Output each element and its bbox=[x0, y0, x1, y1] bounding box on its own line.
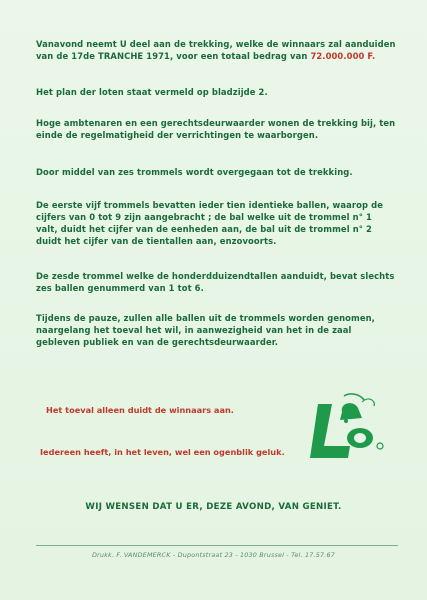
paragraph-intro bbox=[36, 38, 396, 62]
paragraph-sixth-drum: De zesde trommel welke de honderdduizendtallen aanduidt, bevat slechts zes ballen genummerd van 1 tot 6. bbox=[36, 271, 395, 293]
slogan-luck: Iedereen heeft, in het leven, wel een ogenblik geluk. bbox=[40, 447, 285, 457]
paragraph-first-five-drums: De eerste vijf trommels bevatten ieder tien identieke ballen, waarop de cijfers van 0 tot 9 zijn aangebracht ; de bal welke uit de trommel n° 1 valt, duidt het cijfer van de eenheden aan, de bal uit de trommel n° 2 duidt het cijfer van de tientallen aan, enzovoorts. bbox=[36, 200, 383, 246]
total-amount: 72.000.000 F. bbox=[310, 51, 376, 61]
closing-message: WIJ WENSEN DAT U ER, DEZE AVOND, VAN GENIET. bbox=[85, 502, 342, 512]
paragraph-pause: Tijdens de pauze, zullen alle ballen uit de trommels worden genomen, naargelang het toeval het wil, in aanwezigheid van het in de zaal gebleven publiek en van de gerechtsdeurwaarder. bbox=[36, 313, 375, 347]
slogan-chance: Het toeval alleen duidt de winnaars aan. bbox=[46, 405, 234, 415]
paragraph-officials: Hoge ambtenaren en een gerechtsdeurwaarder wonen de trekking bij, ten einde de regelmatigheid der verrichtingen te waarborgen. bbox=[36, 118, 396, 140]
paragraph-drums: Door middel van zes trommels wordt overgegaan tot de trekking. bbox=[36, 167, 353, 177]
printer-footer: Drukk. F. VANDEMERCK - Dupontstraat 23 - 1030 Brussel - Tel. 17.57.67 bbox=[91, 551, 336, 559]
divider bbox=[36, 545, 398, 546]
lotto-logo-icon bbox=[306, 390, 386, 462]
paragraph-plan: Het plan der loten staat vermeld op bladzijde 2. bbox=[36, 87, 268, 97]
intro-text: Vanavond neemt U deel aan de trekking, welke de winnaars zal aanduiden van de 17de TRANCHE 1971, voor een totaal bedrag van bbox=[36, 39, 396, 61]
